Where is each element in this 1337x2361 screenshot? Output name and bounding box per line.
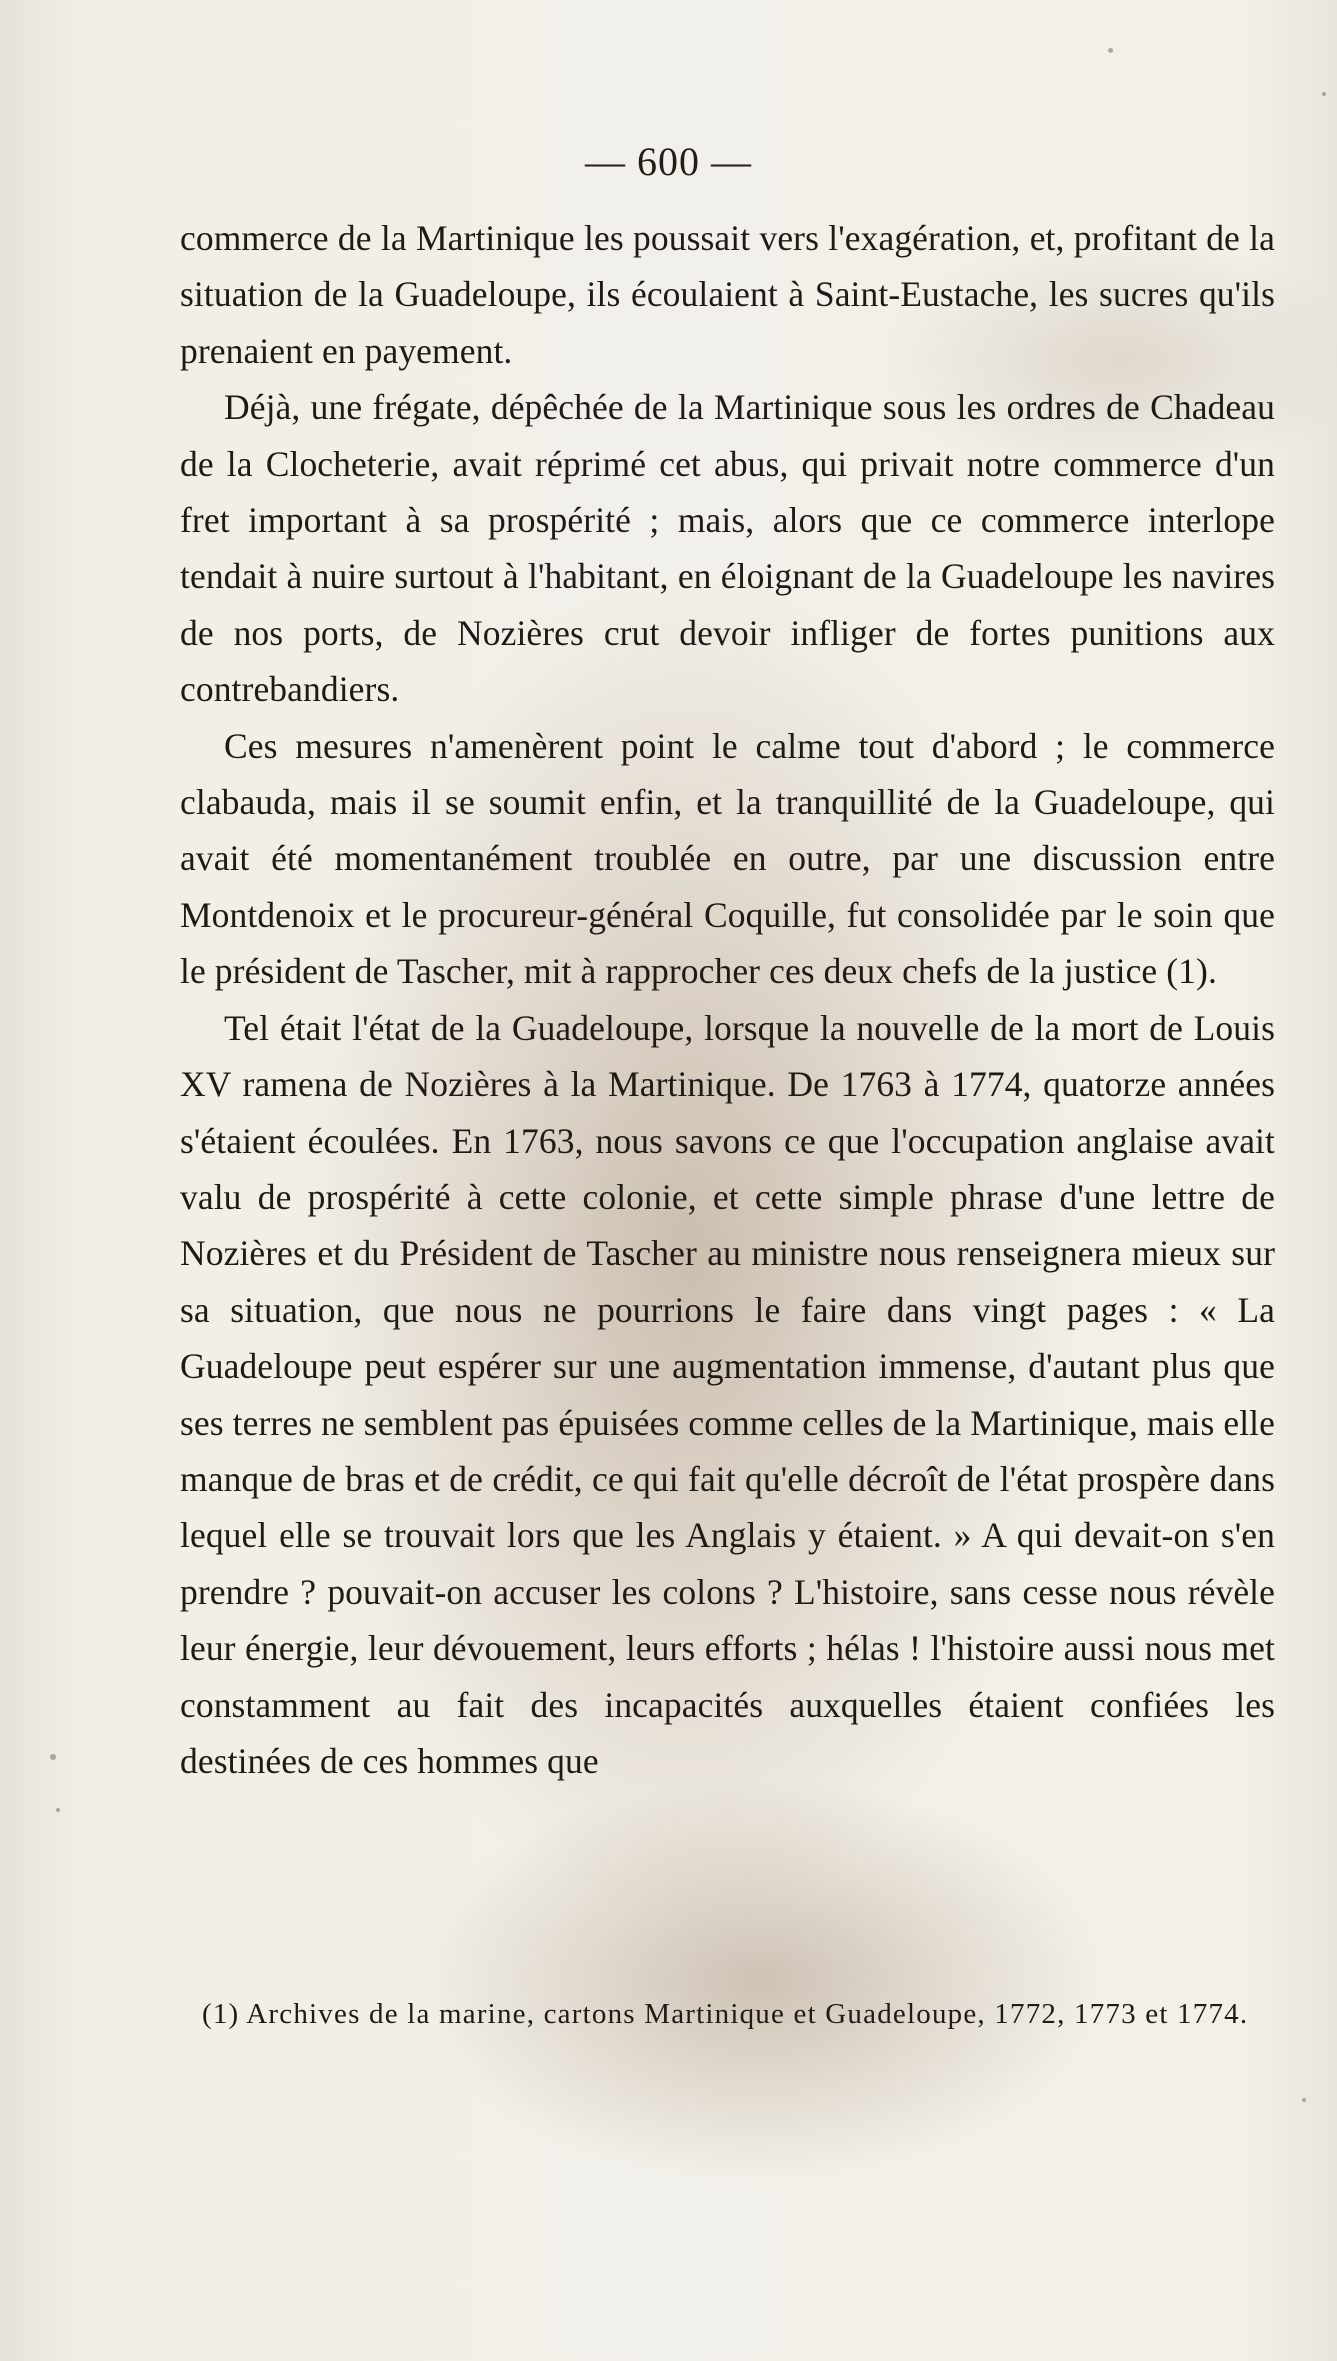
- paper-speck: [50, 1754, 56, 1760]
- main-text-block: [180, 210, 1275, 1789]
- paragraph-mesures: Ces mesures n'amenèrent point le calme tout d'abord ; le commerce clabauda, mais il se soumit enfin, et la tranquillité de la Guadeloupe, qui avait été momentanément troublée en outre, par une discussion entre Montdenoix et le procureur-général Coquille, fut consolidée par le soin que le président de Tascher, mit à rapprocher ces deux chefs de la justice (1).: [180, 725, 1275, 992]
- paper-speck: [1322, 92, 1326, 96]
- footnote-text: (1) Archives de la marine, cartons Martinique et Guadeloupe, 1772, 1773 et 1774.: [202, 1998, 1249, 2030]
- paragraph-etat-guadeloupe: Tel était l'état de la Guadeloupe, lorsque la nouvelle de la mort de Louis XV ramena de Nozières à la Martinique. De 1763 à 1774, quatorze années s'étaient écoulées. En 1763, nous savons ce que l'occupation anglaise avait valu de prospérité à cette colonie, et cette simple phrase d'une lettre de Nozières et du Président de Tascher au ministre nous renseignera mieux sur sa situation, que nous ne pourrions le faire dans vingt pages : « La Guadeloupe peut espérer sur une augmentation immense, d'autant plus que ses terres ne semblent pas épuisées comme celles de la Martinique, mais elle manque de bras et de crédit, ce qui fait qu'elle décroît de l'état prospère dans lequel elle se trouvait lors que les Anglais y étaient. » A qui devait-on s'en prendre ? pouvait-on accuser les colons ? L'histoire, sans cesse nous révèle leur énergie, leur dévouement, leurs efforts ; hélas ! l'histoire aussi nous met constamment au fait des incapacités auxquelles étaient confiées les destinées de ces hommes que: [180, 1007, 1275, 1781]
- paper-speck: [1302, 2098, 1306, 2102]
- footnote: [178, 1992, 1275, 2036]
- paragraph-continuation: commerce de la Martinique les poussait vers l'exagération, et, profitant de la situation de la Guadeloupe, ils écoulaient à Saint-Eustache, les sucres qu'ils prenaient en payement.: [180, 218, 1275, 371]
- page-number: — 600 —: [585, 139, 752, 184]
- paragraph-fregate: Déjà, une frégate, dépêchée de la Martinique sous les ordres de Chadeau de la Clocheterie, avait réprimé cet abus, qui privait notre commerce d'un fret important à sa prospérité ; mais, alors que ce commerce interlope tendait à nuire surtout à l'habitant, en éloignant de la Guadeloupe les navires de nos ports, de Nozières crut devoir infliger de fortes punitions aux contrebandiers.: [180, 387, 1275, 710]
- paper-speck: [1108, 48, 1113, 53]
- paper-speck: [56, 1808, 60, 1812]
